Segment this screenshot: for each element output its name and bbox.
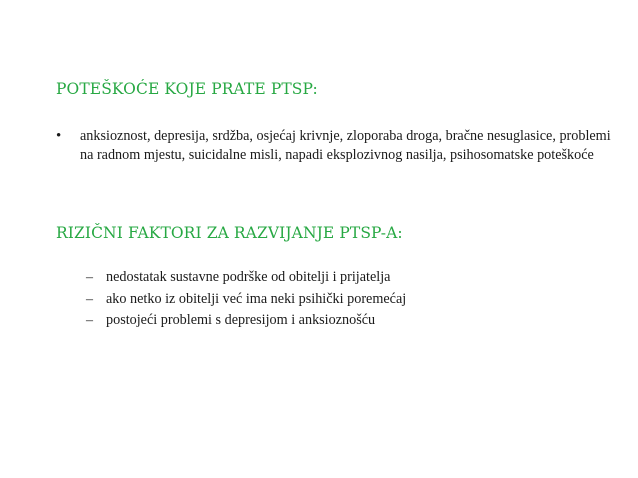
list-item: [86, 290, 606, 312]
bullet-item-text: anksioznost, depresija, srdžba, osjećaj krivnje, zloporaba droga, bračne nesuglasice, problemi na radnom mjestu, suicidalne misli, napadi eksplozivnog nasilja, psihosomatske poteškoće: [80, 128, 611, 163]
dash-icon: –: [86, 270, 93, 285]
risk-factors-list: [86, 268, 606, 333]
list-item-text: postojeći problemi s depresijom i anksioznošću: [106, 312, 376, 328]
difficulties-bullet-list: [56, 127, 616, 165]
dash-icon: –: [86, 313, 93, 328]
list-item: [86, 268, 606, 290]
list-item: [86, 311, 606, 333]
section-heading-risk-factors: RIZIČNI FAKTORI ZA RAZVIJANJE PTSP-A:: [56, 224, 403, 242]
bullet-icon: •: [56, 128, 62, 144]
section-heading-difficulties: POTEŠKOĆE KOJE PRATE PTSP:: [56, 80, 318, 98]
list-item-text: nedostatak sustavne podrške od obitelji i prijatelja: [106, 269, 391, 285]
bullet-item: [56, 127, 616, 165]
dash-icon: –: [86, 291, 93, 307]
list-item-text: ako netko iz obitelji već ima neki psihički poremećaj: [106, 290, 407, 307]
